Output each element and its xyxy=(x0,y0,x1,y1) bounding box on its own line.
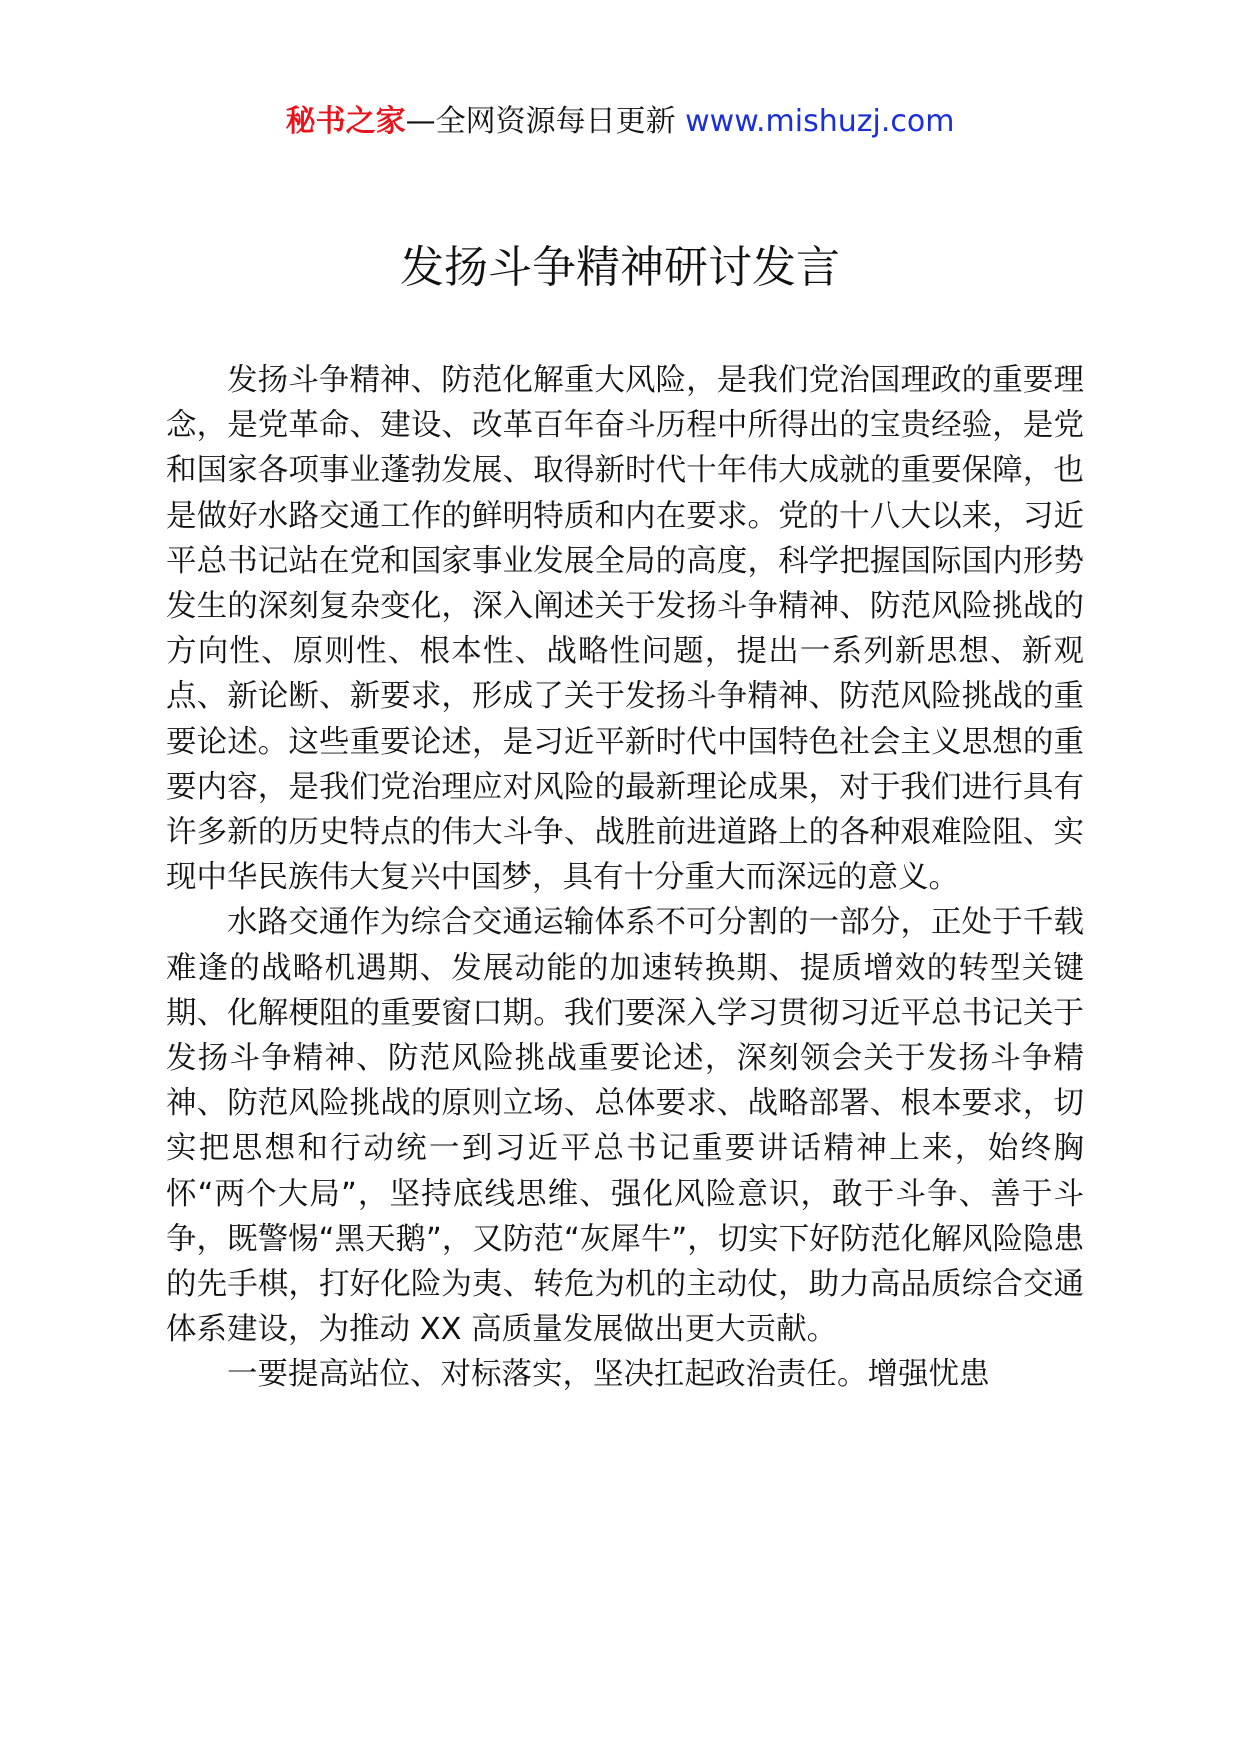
paragraph-1: 发扬斗争精神、防范化解重大风险，是我们党治国理政的重要理念，是党革命、建设、改革百年奋斗历程中所得出的宝贵经验，是党和国家各项事业蓬勃发展、取得新时代十年伟大成就的重要保障，也是做好水路交通工作的鲜明特质和内在要求。党的十八大以来，习近平总书记站在党和国家事业发展全局的高度，科学把握国际国内形势发生的深刻复杂变化，深入阐述关于发扬斗争精神、防范风险挑战的方向性、原则性、根本性、战略性问题，提出一系列新思想、新观点、新论断、新要求，形成了关于发扬斗争精神、防范风险挑战的重要论述。这些重要论述，是习近平新时代中国特色社会主义思想的重要内容，是我们党治理应对风险的最新理论成果，对于我们进行具有许多新的历史特点的伟大斗争、战胜前进道路上的各种艰难险阻、实现中华民族伟大复兴中国梦，具有十分重大而深远的意义。 xyxy=(166,363,1084,896)
paragraph-2: 水路交通作为综合交通运输体系不可分割的一部分，正处于千载难逢的战略机遇期、发展动能的加速转换期、提质增效的转型关键期、化解梗阻的重要窗口期。我们要深入学习贯彻习近平总书记关于发扬斗争精神、防范风险挑战重要论述，深刻领会关于发扬斗争精神、防范风险挑战的原则立场、总体要求、战略部署、根本要求，切实把思想和行动统一到习近平总书记重要讲话精神上来，始终胸怀“两个大局”，坚持底线思维、强化风险意识，敢于斗争、善于斗争，既警惕“黑天鹅”，又防范“灰犀牛”，切实下好防范化解风险隐患的先手棋，打好化险为夷、转危为机的主动仗，助力高品质综合交通体系建设，为推动 XX 高质量发展做出更大贡献。 xyxy=(166,905,1084,1348)
document-body xyxy=(166,358,1084,1398)
paragraph-3: 一要提高站位、对标落实，坚决扛起政治责任。增强忧患 xyxy=(227,1357,990,1393)
site-header xyxy=(0,100,1240,144)
document-title: 发扬斗争精神研讨发言 xyxy=(400,242,840,293)
site-brand: 秘书之家 xyxy=(285,104,406,139)
site-tagline: —全网资源每日更新 xyxy=(405,104,686,139)
site-url-link[interactable]: www.mishuzj.com xyxy=(685,104,955,139)
